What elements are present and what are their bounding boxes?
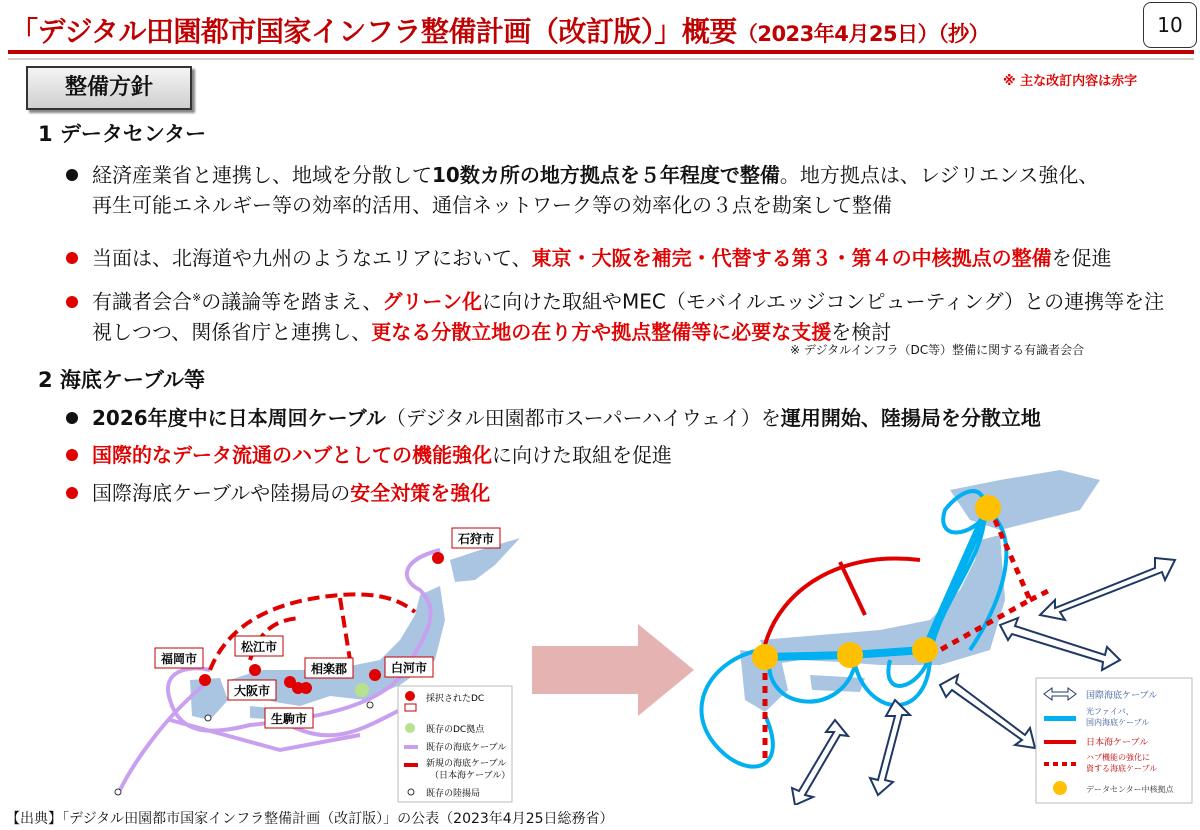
landing-station [205,715,211,721]
right-legend [1036,678,1192,803]
dc-ishikari [432,552,444,564]
intl-arrow [792,720,848,805]
label-ishikari [452,528,500,548]
policy-box: 整備方針 [26,66,192,110]
section2-bullet-1: 2026年度中に日本周回ケーブル（デジタル田園都市スーパーハイウェイ）を運用開始、陸揚局を分散立地 [66,403,1176,433]
revision-note: ※ 主な改訂内容は赤字 [1003,74,1138,89]
left-legend [398,686,512,802]
intl-arrow [870,700,910,795]
dc-hub-kyushu [752,644,778,670]
landing-station [367,702,373,708]
svg-text:既存の陸揚局: 既存の陸揚局 [426,789,481,799]
svg-text:ハブ機能の強化に: ハブ機能の強化に [1086,753,1150,762]
section1-bullet-2: 当面は、北海道や九州のようなエリアにおいて、東京・大阪を補完・代替する第３・第４の中核拠点の整備を促進 [66,243,1176,273]
intl-arrow [1000,618,1120,670]
dc-fukuoka [199,674,211,686]
svg-text:白河市: 白河市 [390,661,428,675]
dc-matsue [249,664,261,676]
title-rule [8,50,1194,54]
svg-text:既存のDC拠点: 既存のDC拠点 [426,725,485,735]
svg-text:国際海底ケーブル: 国際海底ケーブル [1086,691,1158,701]
svg-text:新規の海底ケーブル: 新規の海底ケーブル [426,759,507,769]
page-title: 「デジタル田園都市国家インフラ整備計画（改訂版）」概要（2023年4月25日）（抄） [10,15,990,48]
section1-bullet-3: 有識者会合※の議論等を踏まえ、グリーン化に向けた取組やMEC（モバイルエッジコンピューティング）との連携等を注 視しつつ、関係省庁と連携し、更なる分散立地の在り方や拠点整備等に必要な支援を検討 [66,283,1176,347]
source-citation: 【出典】「デジタル田園都市国家インフラ整備計画（改訂版）」の公表（2023年4月25日総務省） [6,811,614,827]
svg-text:採択されたDC: 採択されたDC [426,694,485,704]
svg-text:データセンター中核拠点: データセンター中核拠点 [1086,785,1174,794]
section1-bullet-1: 経済産業省と連携し、地域を分散して10数カ所の地方拠点を５年程度で整備。地方拠点は、レジリエンス強化、 再生可能エネルギー等の効率的活用、通信ネットワーク等の効率化の３点を勘案して整備 [66,160,1176,220]
intl-arrow [1040,558,1175,620]
footnote: ※ デジタルインフラ（DC等）整備に関する有識者会合 [790,343,1085,357]
section2-bullet-3: 国際海底ケーブルや陸揚局の安全対策を強化 [66,478,1176,508]
svg-text:資する海底ケーブル: 資する海底ケーブル [1086,764,1158,773]
intl-arrow [940,675,1035,748]
dc-existing-tokyo [355,683,369,697]
svg-text:生駒市: 生駒市 [270,712,308,726]
dc-hub-osaka [837,642,863,668]
svg-text:光ファイバ、: 光ファイバ、 [1086,707,1134,716]
bullet-dot [66,252,78,264]
svg-text:石狩市: 石狩市 [457,532,495,546]
dc-hub-hokkaido [975,495,1001,521]
label-osaka [228,680,276,700]
svg-text:既存の海底ケーブル: 既存の海底ケーブル [426,743,507,753]
title-rule-shadow [8,58,1194,60]
svg-text:（日本海ケーブル）: （日本海ケーブル） [430,771,511,781]
dc-hub-tokyo [912,637,938,663]
svg-text:大阪市: 大阪市 [233,684,271,698]
section2-bullet-2: 国際的なデータ流通のハブとしての機能強化に向けた取組を促進 [66,440,1176,470]
svg-text:国内海底ケーブル: 国内海底ケーブル [1086,718,1150,727]
svg-text:相楽郡: 相楽郡 [310,662,348,676]
japan-sea-branch [840,562,865,615]
svg-text:松江市: 松江市 [240,640,278,654]
bullet-dot [66,169,78,181]
label-shirakawa [385,657,433,677]
left-map [100,520,530,805]
svg-text:福岡市: 福岡市 [160,652,198,666]
land-hokkaido [950,470,1100,530]
section1-heading: 1 データセンター [38,122,207,146]
dc-shirakawa [369,669,381,681]
section2-heading: 2 海底ケーブル等 [38,368,206,392]
landing-station [115,789,121,795]
bullet-dot [66,296,78,308]
dc-soraku [300,682,312,694]
label-ikoma [265,708,313,728]
right-map [640,450,1196,805]
bullet-dot [66,487,78,499]
label-soraku [305,658,353,678]
page-number: 10 [1143,2,1197,48]
bullet-dot [66,412,78,424]
label-fukuoka [155,648,203,668]
svg-text:日本海ケーブル: 日本海ケーブル [1086,738,1149,748]
label-matsue [235,636,283,656]
hub-cable-east-branch [1030,590,1050,600]
bullet-dot [66,449,78,461]
